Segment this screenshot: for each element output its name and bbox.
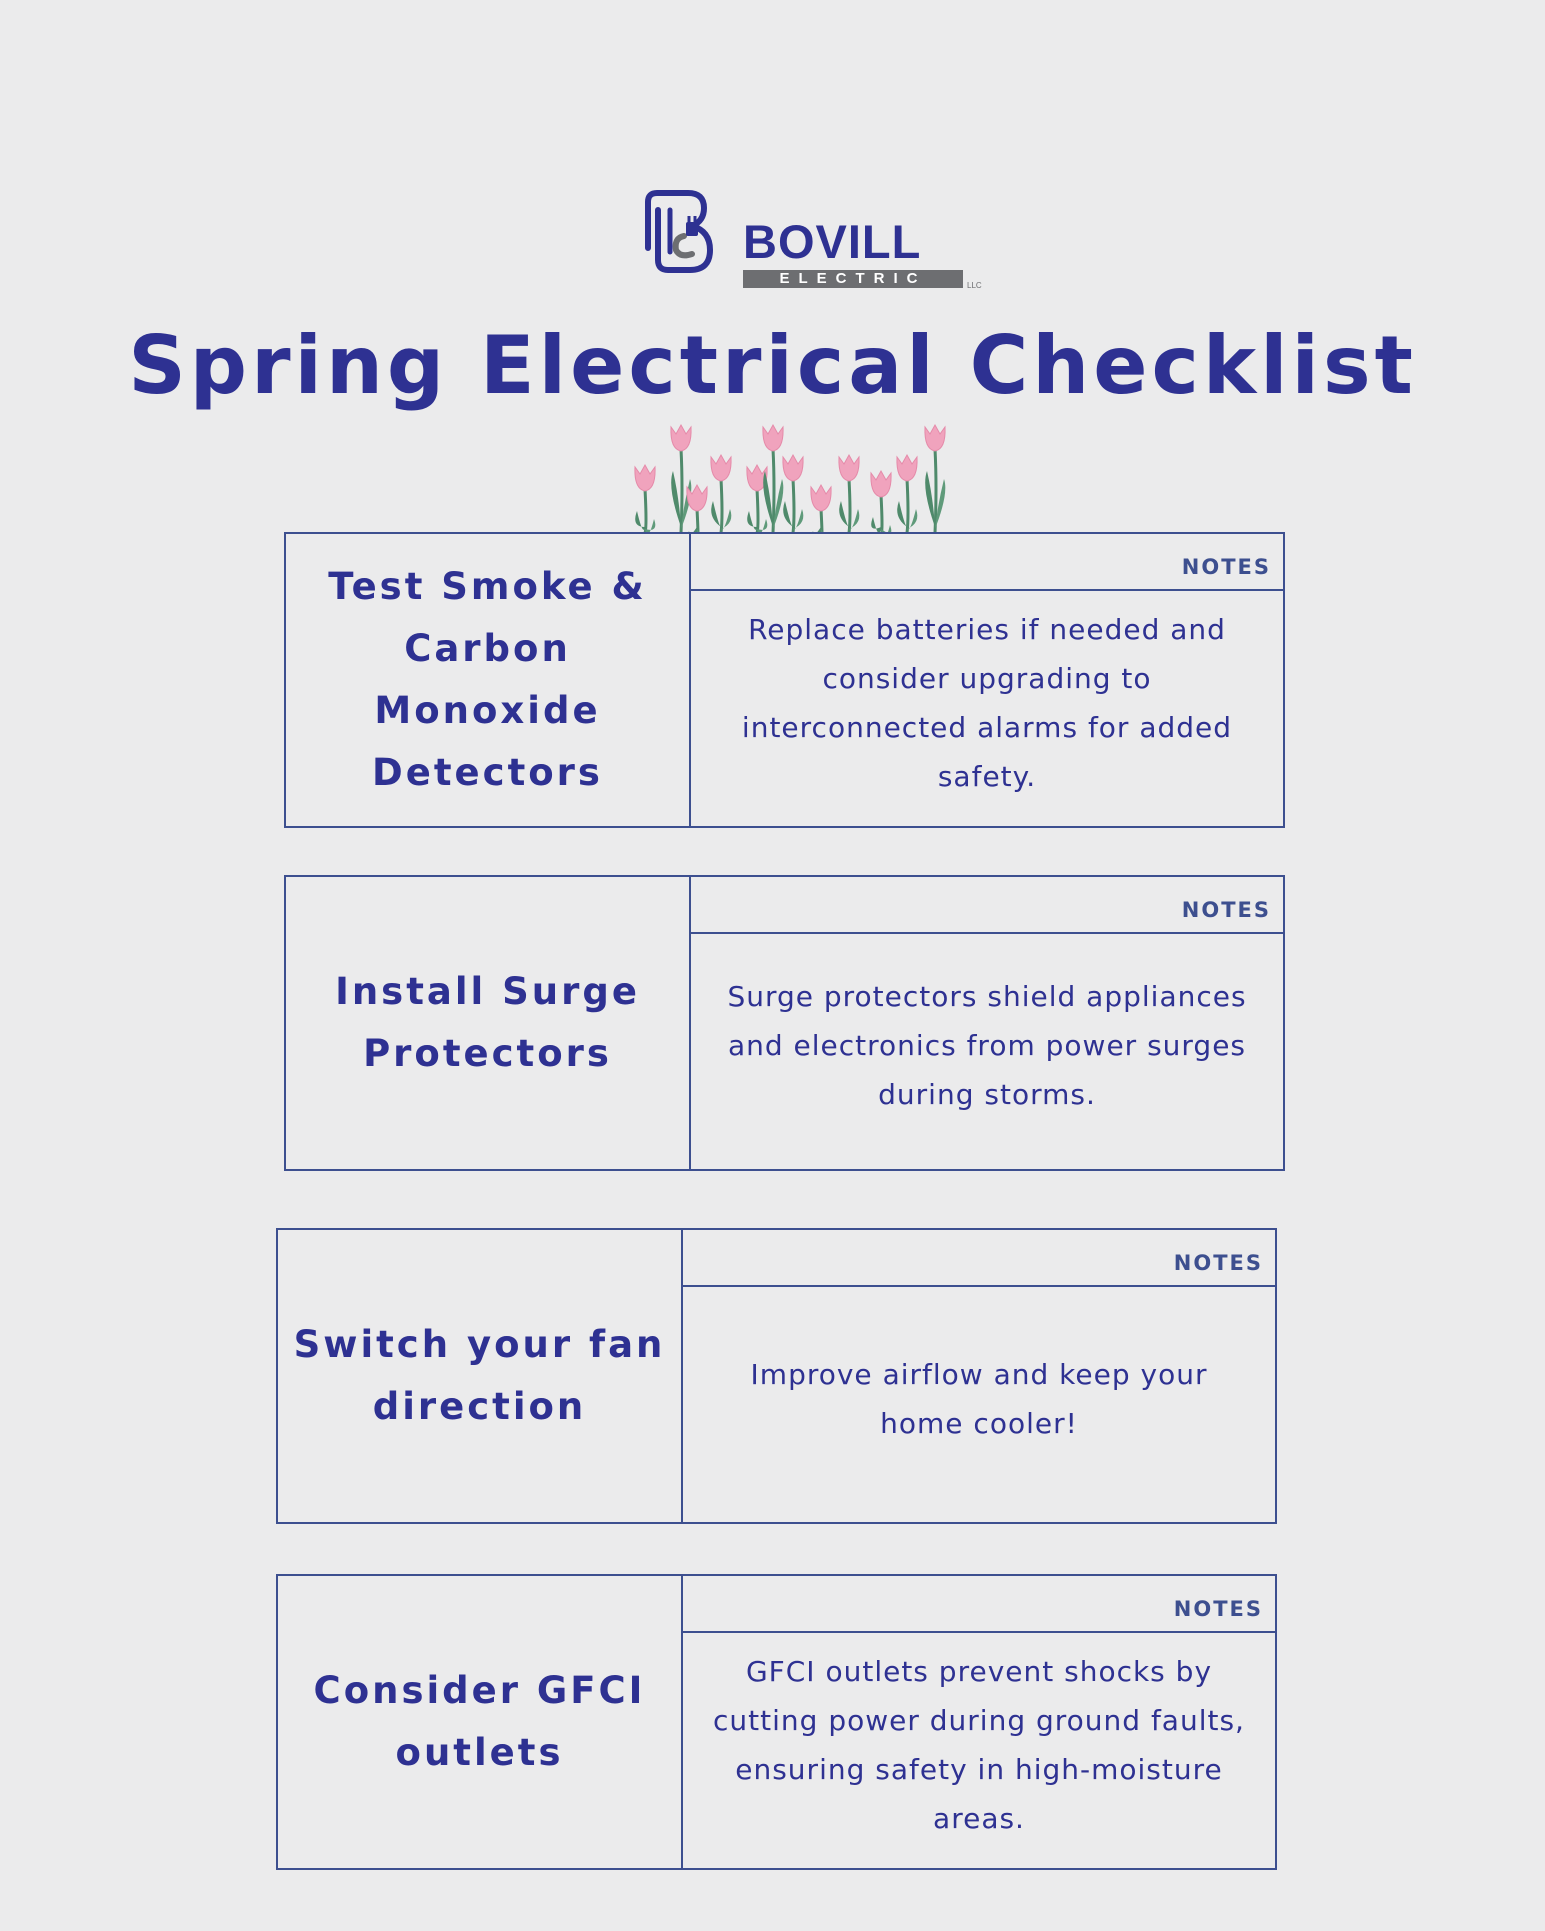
task-title: Switch your fan direction (293, 1323, 666, 1428)
task-cell (278, 1230, 683, 1522)
checklist-card (276, 1228, 1277, 1524)
logo-wordmark: BOVILL (743, 215, 922, 268)
task-title: Consider GFCI outlets (313, 1669, 646, 1774)
notes-text: Replace batteries if needed and consider upgrading to interconnected alarms for added safety. (741, 612, 1233, 793)
logo-suffix: LLC (967, 281, 982, 290)
company-logo (640, 188, 1000, 298)
page-title: Spring Electrical Checklist (128, 319, 1417, 412)
task-cell (278, 1576, 683, 1868)
logo-plug-mark-icon (640, 188, 750, 288)
notes-text: Improve airflow and keep your home cooler! (750, 1357, 1208, 1440)
notes-cell (683, 1230, 1275, 1522)
task-cell (286, 877, 691, 1169)
checklist-card (276, 1574, 1277, 1870)
notes-cell (691, 877, 1283, 1169)
notes-label: NOTES (683, 1576, 1275, 1633)
logo-subtitle: ELECTRIC (743, 270, 963, 288)
notes-cell (683, 1576, 1275, 1868)
checklist-card (284, 875, 1285, 1171)
tulips-decoration-icon (625, 415, 960, 533)
notes-label: NOTES (691, 534, 1283, 591)
task-cell (286, 534, 691, 826)
notes-label: NOTES (683, 1230, 1275, 1287)
task-title: Install Surge Protectors (335, 970, 640, 1075)
notes-cell (691, 534, 1283, 826)
notes-text: GFCI outlets prevent shocks by cutting power during ground faults, ensuring safety in high-moisture areas. (713, 1654, 1245, 1835)
task-title: Test Smoke & Carbon Monoxide Detectors (328, 565, 647, 794)
notes-text: Surge protectors shield appliances and electronics from power surges during storms. (727, 980, 1247, 1111)
notes-label: NOTES (691, 877, 1283, 934)
checklist-card (284, 532, 1285, 828)
